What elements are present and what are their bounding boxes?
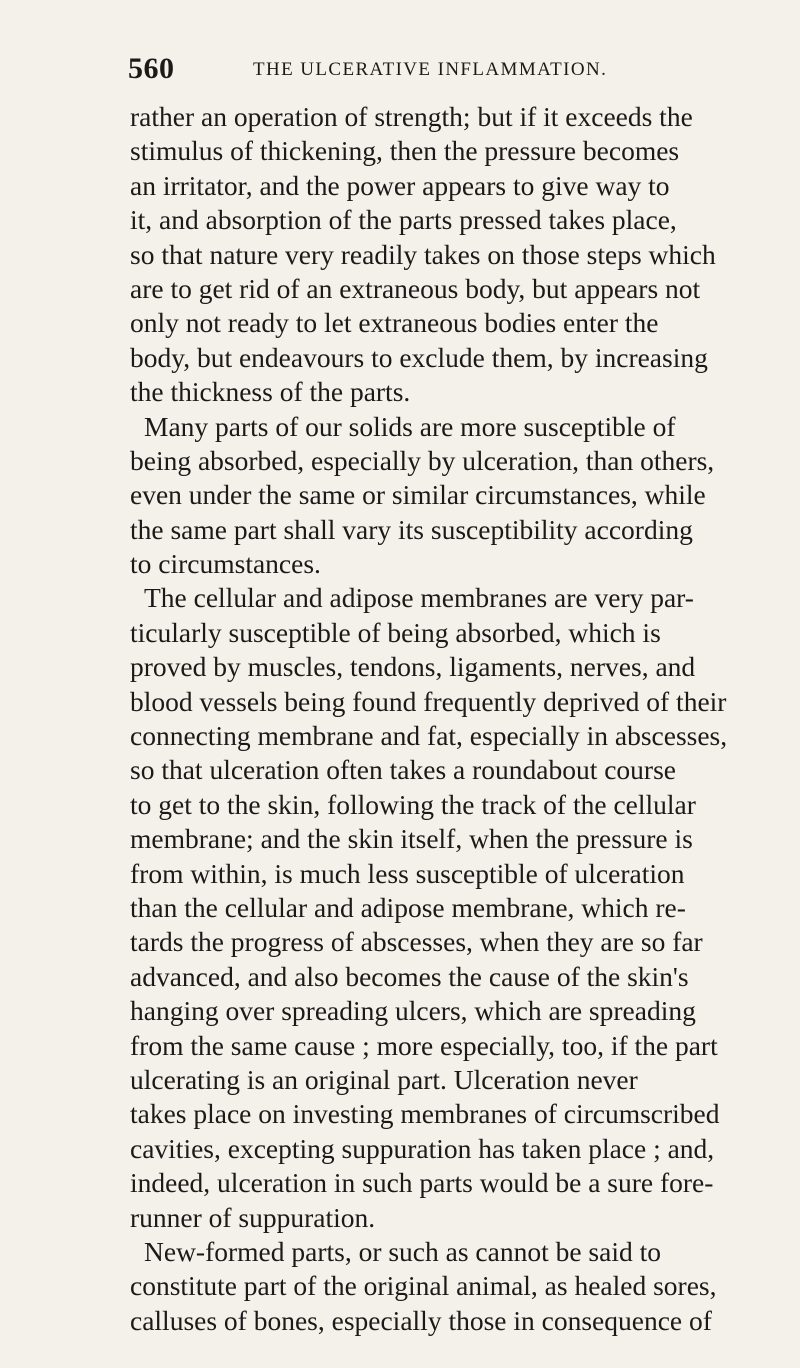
text-line: to circumstances. (130, 548, 321, 580)
paragraph-start-line: The cellular and adipose membranes are very par- (144, 582, 694, 614)
body-text (130, 100, 760, 1338)
text-line: constitute part of the original animal, as healed sores, (130, 1270, 717, 1302)
text-line: membrane; and the skin itself, when the pressure is (130, 823, 693, 855)
text-line: runner of suppuration. (130, 1201, 376, 1233)
text-line: even under the same or similar circumstances, while (130, 479, 706, 511)
text-line: stimulus of thickening, then the pressure becomes (130, 135, 680, 167)
text-line: so that ulceration often takes a roundabout course (130, 754, 676, 786)
text-line: to get to the skin, following the track of the cellular (130, 788, 696, 820)
text-line: from the same cause ; more especially, too, if the part (130, 1029, 718, 1061)
page-number: 560 (128, 52, 175, 85)
text-line: blood vessels being found frequently deprived of their (130, 685, 727, 717)
text-line: rather an operation of strength; but if it exceeds the (130, 101, 693, 132)
text-line: are to get rid of an extraneous body, but appears not (130, 272, 701, 304)
text-line: connecting membrane and fat, especially in abscesses, (130, 720, 728, 752)
text-line: indeed, ulceration in such parts would be a sure fore- (130, 1167, 714, 1199)
text-line: takes place on investing membranes of circumscribed (130, 1098, 720, 1130)
text-line: calluses of bones, especially those in consequence of (130, 1304, 712, 1336)
text-line: cavities, excepting suppuration has taken place ; and, (130, 1132, 715, 1164)
text-line: the same part shall vary its susceptibility according (130, 513, 693, 545)
text-line: only not ready to let extraneous bodies enter the (130, 307, 659, 339)
text-line: ticularly susceptible of being absorbed, which is (130, 616, 661, 648)
text-line: so that nature very readily takes on those steps which (130, 238, 716, 270)
text-line: the thickness of the parts. (130, 376, 411, 408)
text-line: being absorbed, especially by ulceration, than others, (130, 444, 715, 476)
text-line: hanging over spreading ulcers, which are spreading (130, 995, 696, 1027)
text-line: it, and absorption of the parts pressed takes place, (130, 204, 677, 236)
text-line: advanced, and also becomes the cause of the skin's (130, 960, 689, 992)
text-line: ulcerating is an original part. Ulceration never (130, 1063, 638, 1095)
text-line: tards the progress of abscesses, when they are so far (130, 926, 703, 958)
page-header (128, 52, 748, 92)
text-line: body, but endeavours to exclude them, by increasing (130, 341, 708, 373)
running-head: THE ULCERATIVE INFLAMMATION. (253, 59, 608, 80)
text-line: proved by muscles, tendons, ligaments, nerves, and (130, 651, 696, 683)
paragraph-start-line: New-formed parts, or such as cannot be said to (144, 1235, 661, 1267)
text-line: from within, is much less susceptible of ulceration (130, 857, 685, 889)
text-line: than the cellular and adipose membrane, which re- (130, 891, 686, 923)
paragraph-start-line: Many parts of our solids are more susceptible of (144, 410, 676, 442)
text-line: an irritator, and the power appears to give way to (130, 169, 670, 201)
